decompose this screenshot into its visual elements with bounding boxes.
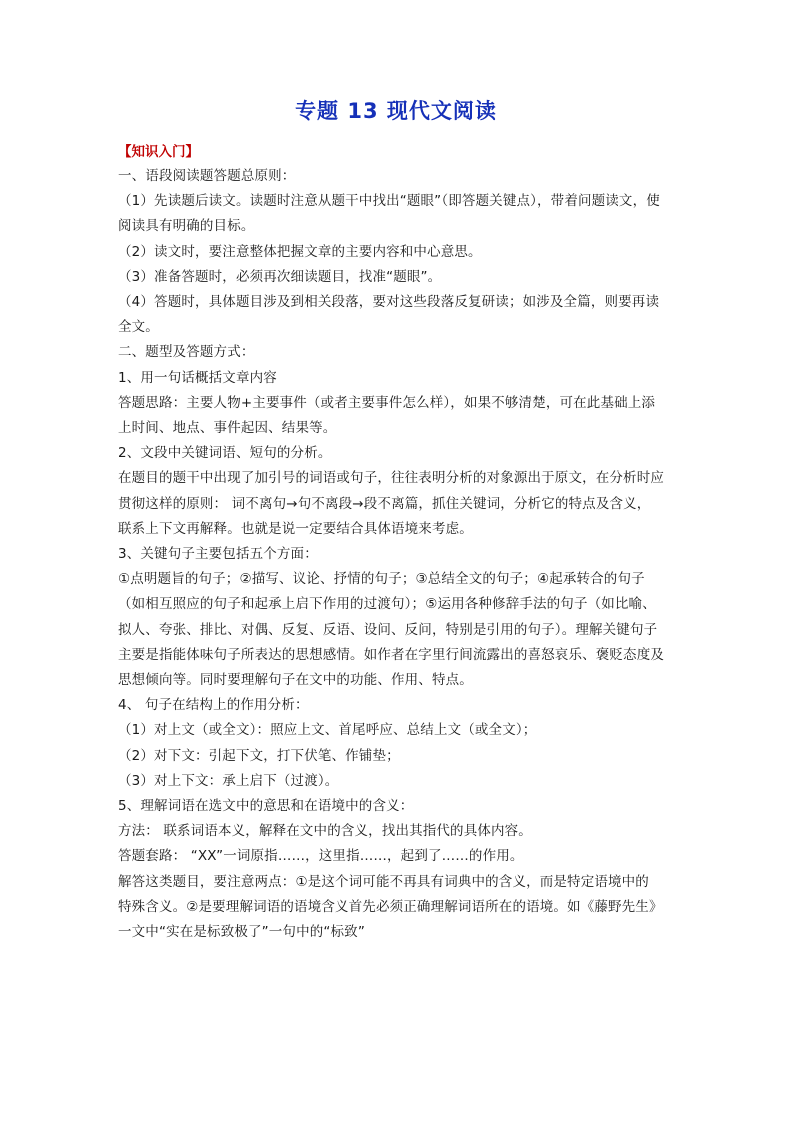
text-line: （1）先读题后读文。读题时注意从题干中找出“题眼”（即答题关键点），带着问题读文，使 <box>118 193 660 210</box>
text-line: 阅读具有明确的目标。 <box>118 218 255 235</box>
text-line: 答题套路： “XX”一词原指……，这里指……，起到了……的作用。 <box>118 848 524 865</box>
text-line: （如相互照应的句子和起承上启下作用的过渡句）；⑤运用各种修辞手法的句子（如比喻、 <box>118 596 656 613</box>
text-line: 1、用一句话概括文章内容 <box>118 369 277 386</box>
text-line: 2、文段中关键词语、短句的分析。 <box>118 445 332 462</box>
text-line: 5、理解词语在选文中的意思和在语境中的含义： <box>118 798 414 815</box>
text-line: 全文。 <box>118 319 159 336</box>
page-title: 专题 13 现代文阅读 <box>295 99 497 123</box>
text-line: （1）对上文（或全文）：照应上文、首尾呼应、总结上文（或全文）； <box>118 722 537 739</box>
text-line: 上时间、地点、事件起因、结果等。 <box>118 420 337 437</box>
text-line: ①点明题旨的句子；②描写、议论、抒情的句子；③总结全文的句子；④起承转合的句子 <box>118 571 645 588</box>
text-line: 一、语段阅读题答题总原则： <box>118 168 296 184</box>
text-line: （4）答题时，具体题目涉及到相关段落，要对这些段落反复研读；如涉及全篇，则要再读 <box>118 294 660 311</box>
text-line: 联系上下文再解释。也就是说一定要结合具体语境来考虑。 <box>118 520 473 537</box>
text-line: （3）准备答题时，必须再次细读题目，找准“题眼”。 <box>118 268 442 285</box>
text-line: 答题思路：主要人物+主要事件（或者主要事件怎么样），如果不够清楚，可在此基础上添 <box>118 394 656 411</box>
text-line: 贯彻这样的原则： 词不离句→句不离段→段不离篇，抓住关键词，分析它的特点及含义， <box>118 495 651 512</box>
text-line: （2）读文时，要注意整体把握文章的主要内容和中心意思。 <box>118 243 482 260</box>
document-body <box>118 164 674 945</box>
text-line: 二、题型及答题方式： <box>118 344 255 361</box>
text-line: 方法： 联系词语本义，解释在文中的含义，找出其指代的具体内容。 <box>118 823 532 840</box>
text-line: 拟人、夸张、排比、对偶、反复、反语、设问、反问，特别是引用的句子）。理解关键句子 <box>118 621 658 638</box>
text-line: 主要是指能体味句子所表达的思想感情。如作者在字里行间流露出的喜怒哀乐、褒贬态度及 <box>118 646 664 663</box>
text-line: 特殊含义。②是要理解词语的语境含义首先必须正确理解词语所在的语境。如《藤野先生》 <box>118 898 663 915</box>
text-line: 解答这类题目，要注意两点：①是这个词可能不再具有词典中的含义，而是特定语境中的 <box>118 873 649 890</box>
text-line: 一文中“实在是标致极了”一句中的“标致” <box>118 924 365 941</box>
text-line: （3）对上下文：承上启下（过渡）。 <box>118 772 339 789</box>
text-line: 3、关键句子主要包括五个方面： <box>118 546 318 563</box>
text-line: 在题目的题干中出现了加引号的词语或句子，往往表明分析的对象源出于原文，在分析时应 <box>118 470 664 487</box>
section-tag: 【知识入门】 <box>118 144 199 160</box>
text-line: （2）对下文：引起下文，打下伏笔、作铺垫； <box>118 747 400 764</box>
text-line: 思想倾向等。同时要理解句子在文中的功能、作用、特点。 <box>118 672 473 689</box>
text-line: 4、 句子在结构上的作用分析： <box>118 697 309 714</box>
